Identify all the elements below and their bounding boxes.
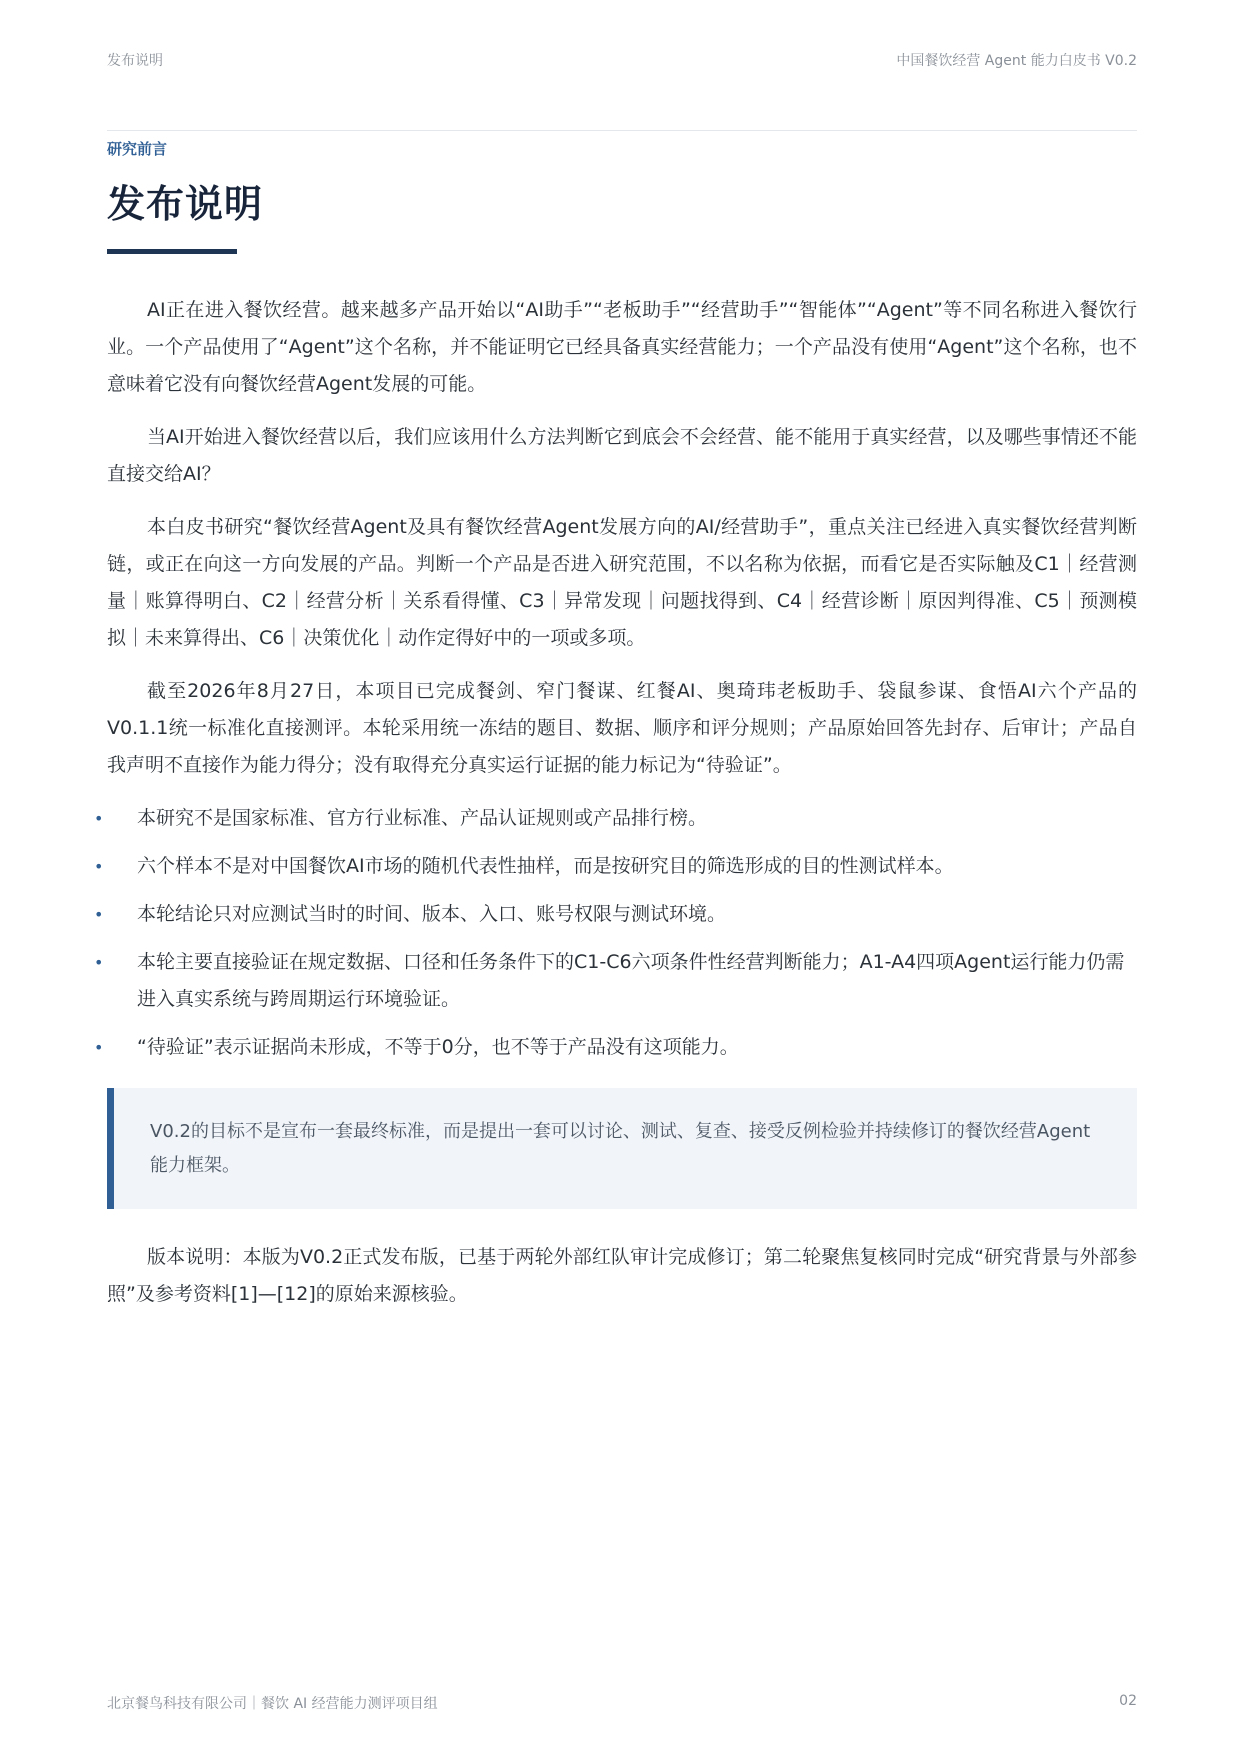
- body-content: [94, 292, 1137, 1329]
- page-number: 02: [1119, 1693, 1137, 1709]
- bullet-icon: •: [94, 953, 104, 972]
- paragraph-intro: AI正在进入餐饮经营。越来越多产品开始以“AI助手”“老板助手”“经营助手”“智能体”“Agent”等不同名称进入餐饮行业。一个产品使用了“Agent”这个名称，并不能证明它已经具备真实经营能力；一个产品没有使用“Agent”这个名称，也不意味着它没有向餐饮经营Agent发展的可能。: [107, 299, 1137, 395]
- list-item: [94, 1029, 1137, 1066]
- header-divider: [107, 130, 1137, 131]
- list-item: [94, 800, 1137, 837]
- list-item-text: “待验证”表示证据尚未形成，不等于0分，也不等于产品没有这项能力。: [137, 1036, 739, 1058]
- list-item-text: 本研究不是国家标准、官方行业标准、产品认证规则或产品排行榜。: [137, 807, 708, 829]
- list-item: [94, 944, 1137, 1018]
- page-title: 发布说明: [107, 182, 264, 226]
- list-item-text: 六个样本不是对中国餐饮AI市场的随机代表性抽样，而是按研究目的筛选形成的目的性测试样本。: [137, 855, 954, 877]
- footer-organization: 北京餐鸟科技有限公司｜餐饮 AI 经营能力测评项目组: [107, 1696, 438, 1712]
- list-item-text: 本轮主要直接验证在规定数据、口径和任务条件下的C1-C6六项条件性经营判断能力；A1-A4四项Agent运行能力仍需进入真实系统与跨周期运行环境验证。: [137, 951, 1125, 1010]
- list-item: [94, 848, 1137, 885]
- list-item: [94, 896, 1137, 933]
- bullet-icon: •: [94, 857, 104, 876]
- disclaimer-list: [94, 800, 1137, 1066]
- bullet-icon: •: [94, 905, 104, 924]
- running-header-document-title: 中国餐饮经营 Agent 能力白皮书 V0.2: [896, 53, 1137, 69]
- running-header-section: 发布说明: [107, 53, 163, 69]
- title-underline-bar: [107, 249, 237, 254]
- bullet-icon: •: [94, 1038, 104, 1057]
- paragraph-version-note: 版本说明：本版为V0.2正式发布版，已基于两轮外部红队审计完成修订；第二轮聚焦复核同时完成“研究背景与外部参照”及参考资料[1]—[12]的原始来源核验。: [107, 1246, 1137, 1305]
- list-item-text: 本轮结论只对应测试当时的时间、版本、入口、账号权限与测试环境。: [137, 903, 727, 925]
- callout-note-text: V0.2的目标不是宣布一套最终标准，而是提出一套可以讨论、测试、复查、接受反例检验并持续修订的餐饮经营Agent能力框架。: [150, 1121, 1091, 1176]
- bullet-icon: •: [94, 809, 104, 828]
- section-label: 研究前言: [107, 140, 168, 158]
- paragraph-scope: 本白皮书研究“餐饮经营Agent及具有餐饮经营Agent发展方向的AI/经营助手”，重点关注已经进入真实餐饮经营判断链，或正在向这一方向发展的产品。判断一个产品是否进入研究范围，不以名称为依据，而看它是否实际触及C1｜经营测量｜账算得明白、C2｜经营分析｜关系看得懂、C3｜异常发现｜问题找得到、C4｜经营诊断｜原因判得准、C5｜预测模拟｜未来算得出、C6｜决策优化｜动作定得好中的一项或多项。: [107, 516, 1137, 649]
- paragraph-question: 当AI开始进入餐饮经营以后，我们应该用什么方法判断它到底会不会经营、能不能用于真实经营，以及哪些事情还不能直接交给AI？: [107, 426, 1137, 485]
- callout-note: [107, 1088, 1137, 1209]
- paragraph-progress: 截至2026年8月27日，本项目已完成餐剑、窄门餐谋、红餐AI、奥琦玮老板助手、袋鼠参谋、食悟AI六个产品的V0.1.1统一标准化直接测评。本轮采用统一冻结的题目、数据、顺序和评分规则；产品原始回答先封存、后审计；产品自我声明不直接作为能力得分；没有取得充分真实运行证据的能力标记为“待验证”。: [107, 680, 1137, 776]
